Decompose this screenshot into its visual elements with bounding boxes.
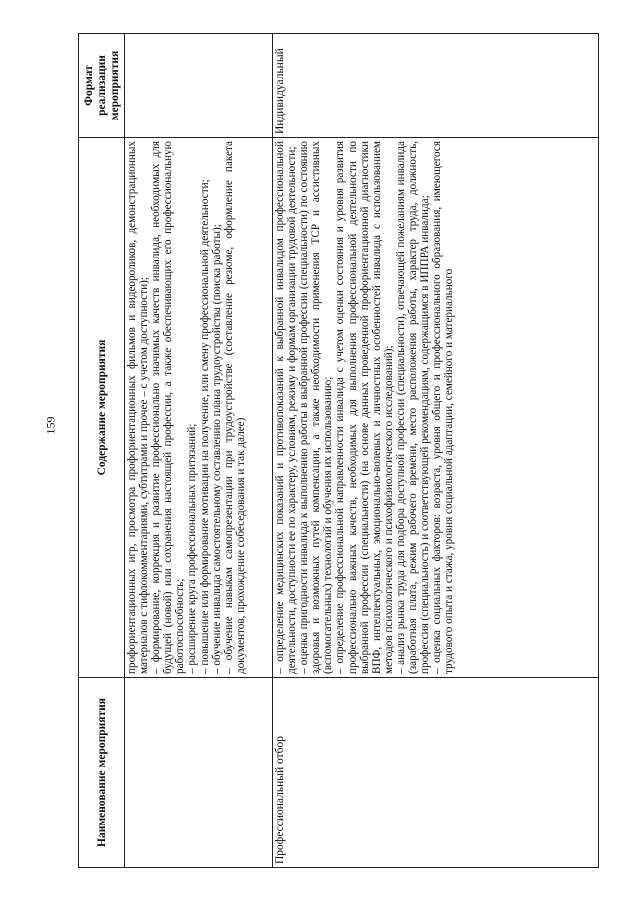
table-row [125,34,273,868]
content-paragraph: профориентационных игр, просмотра профориентационных фильмов и видеороликов, демонстрационных материалов с тифлокомментариями, субтитрами и прочее – с учетом доступности); [126,141,151,674]
table-row [273,34,599,868]
content-paragraph: – анализ рынка труда для подбора доступной профессии (специальности), отвечающей пожеланиям инвалида (заработная плата, режим рабочего времени, место расположения работы, характер труда, должность, профессия (специальность) и соответствующей рекомендациям, содержащимся в ИППРА инвалида; [394,141,432,674]
header-activity-format: Формат реализации мероприятия [79,34,125,138]
rotated-page-content [78,34,598,868]
content-paragraph: – обучение навыкам самопрезентации при трудоустройстве (составление резюме, оформление пакета документов, прохождение собеседования и так далее) [222,141,247,674]
header-activity-name: Наименование мероприятия [79,678,125,868]
content-paragraph: – формирование, коррекция и развитие профессионально значимых качеств инвалида, необходимых для будущей (новой) или сохранения настоящей профессии, а также обеспечивающих его профессиональную работоспособность; [150,141,187,674]
content-paragraph: – расширение круга профессиональных притязаний; [186,423,199,674]
activity-format-cell: Индивидуальный [273,34,599,138]
content-paragraph: – оценка социальных факторов: возраста, уровня общего и профессионального образования, имеющегося трудового опыта и стажа, уровня социальной адаптации, семейного и материального [431,141,456,674]
table-header-row [79,34,125,868]
page-number: 159 [43,416,58,435]
content-paragraph: – определение медицинских показаний и противопоказаний к выбранной инвалидом профессиональной деятельности, доступности ее по характеру, условиям, режиму и формам организации трудовой деятельности; [274,141,299,674]
activities-table [78,33,599,868]
content-paragraph: – оценка пригодности инвалида к выполнению работы в выбранной профессии (специальности) по состоянию здоровья и возможных путей компенсации, а также необходимости применения ТСР и ассистивных (вспомогательных) технологий и обучения их использованию; [298,141,335,674]
activity-name-cell [125,678,273,868]
activity-content-cell [273,138,599,678]
header-activity-content: Содержание мероприятия [79,138,125,678]
activity-content-cell [125,138,273,678]
content-paragraph: – обучение инвалида самостоятельному составлению плана трудоустройства (поиска работы); [210,224,223,674]
activity-name-cell: Профессиональный отбор [273,678,599,868]
content-paragraph: – повышение или формирование мотивации на получение, или смену профессиональной деятельности; [198,179,211,674]
content-paragraph: – определение профессиональной направленности инвалида с учетом оценки состояния и уровня развития профессионально важных качеств, необходимых для выполнения профессиональной деятельности по выбранной профессии (специальности) (на основе данных проведенной профориентационной диагностики ВПФ, интеллектуальных, эмоционально-волевых и личностных особенностей инвалида с использованием методов психологического и психофизиологического исследований); [334,141,395,674]
activity-format-cell [125,34,273,138]
